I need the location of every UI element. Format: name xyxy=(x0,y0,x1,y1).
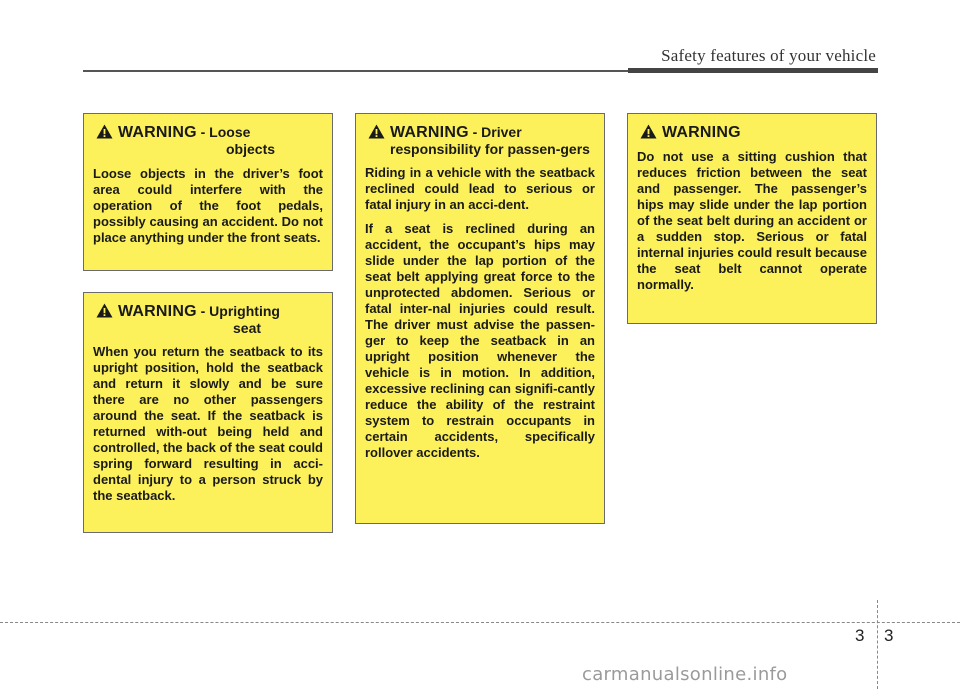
warning-subtitle: - Loose xyxy=(196,124,251,140)
warning-subtitle-line2: responsibility for passen-gers xyxy=(390,141,590,157)
footer-rule xyxy=(0,622,960,623)
warning-subtitle: - Uprighting xyxy=(196,303,280,319)
page-header-title: Safety features of your vehicle xyxy=(661,46,876,65)
warning-triangle-icon xyxy=(640,124,657,139)
warning-word: WARNING xyxy=(118,124,197,141)
warning-subtitle: - Driver xyxy=(468,124,522,140)
warning-text: When you return the seatback to its upright position, hold the seatback and return it slowly and be sure there are no other passengers around the seat. If the seatback is returned with-out being held and controlled, the back of the seat could spring forward resulting in acci-dental injury to a person struck by the seatback. xyxy=(93,344,323,503)
footer-divider xyxy=(877,600,878,689)
warning-box-sitting-cushion xyxy=(627,113,877,324)
warning-subtitle-line2: objects xyxy=(226,141,276,157)
warning-triangle-icon xyxy=(96,303,113,318)
warning-heading xyxy=(93,303,323,337)
warning-text: Riding in a vehicle with the seatback reclined could lead to serious or fatal injury in an acci-dent. xyxy=(365,165,595,212)
warning-text: Do not use a sitting cushion that reduces friction between the seat and passenger. The passenger’s hips may slide under the lap portion of the seat belt during an accident or a sudden stop. Serious or fatal internal injuries could result because the seat belt cannot operate normally. xyxy=(637,149,867,292)
warning-box-loose-objects xyxy=(83,113,333,271)
warning-heading xyxy=(637,124,867,141)
header-rule-accent xyxy=(628,68,878,73)
chapter-number: 3 xyxy=(855,626,865,645)
warning-triangle-icon xyxy=(96,124,113,139)
warning-triangle-icon xyxy=(368,124,385,139)
warning-word: WARNING xyxy=(118,303,197,320)
warning-heading xyxy=(365,124,595,158)
warning-box-uprighting-seat xyxy=(83,292,333,533)
warning-word: WARNING xyxy=(662,124,741,141)
page-number: 3 xyxy=(884,626,894,645)
warning-subtitle-line2: seat xyxy=(233,320,262,336)
warning-word: WARNING xyxy=(390,124,469,141)
warning-heading xyxy=(93,124,323,158)
warning-text: Loose objects in the driver’s foot area could interfere with the operation of the foot pedals, possibly causing an accident. Do not place anything under the front seats. xyxy=(93,166,323,245)
watermark: carmanualsonline.info xyxy=(582,664,788,685)
warning-box-driver-responsibility xyxy=(355,113,605,524)
warning-text: If a seat is reclined during an accident, the occupant’s hips may slide under the lap portion of the seat belt applying great force to the unprotected abdomen. Serious or fatal inter-nal injuries could result. The driver must advise the passen-ger to keep the seatback in an upright position whenever the vehicle is in motion. In addition, excessive reclining can signifi-cantly reduce the ability of the restraint system to restrain occupants in certain accidents, specifically rollover accidents. xyxy=(365,221,595,460)
